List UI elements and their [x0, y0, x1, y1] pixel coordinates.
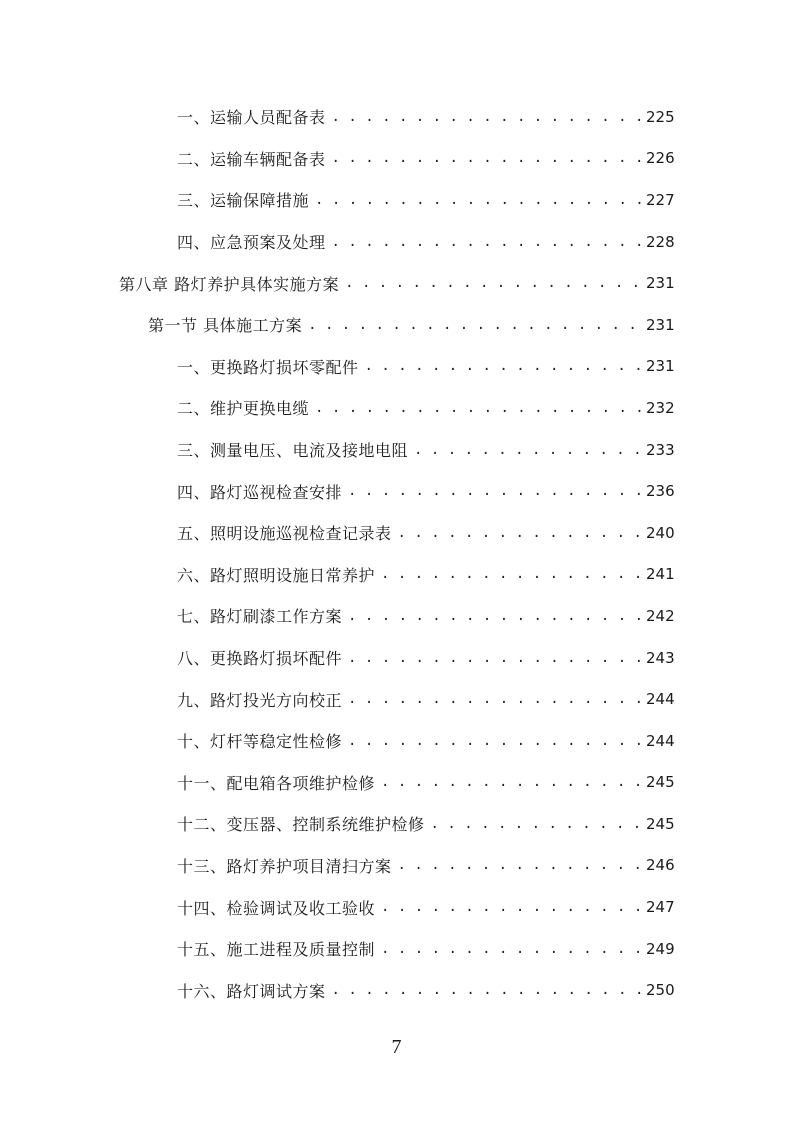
dot-leader: [431, 816, 642, 832]
toc-entry[interactable]: [0, 803, 793, 845]
toc-entry[interactable]: [0, 429, 793, 471]
toc-entry-page: 233: [646, 440, 675, 459]
toc-entry-title: 二、维护更换电缆: [177, 399, 310, 419]
toc-entry[interactable]: [0, 595, 793, 637]
toc-entry[interactable]: [0, 720, 793, 762]
toc-entry[interactable]: [0, 262, 793, 304]
toc-entry-title: 四、应急预案及处理: [177, 233, 326, 253]
toc-entry-page: 227: [646, 190, 675, 209]
dot-leader: [332, 982, 642, 998]
dot-leader: [332, 150, 642, 166]
toc-entry[interactable]: [0, 637, 793, 679]
dot-leader: [308, 317, 642, 333]
toc-entry-page: 232: [646, 398, 675, 417]
toc-entry-page: 231: [646, 357, 675, 376]
dot-leader: [365, 358, 642, 374]
toc-entry-title: 十五、施工进程及质量控制: [177, 940, 376, 960]
toc-entry-page: 244: [646, 731, 675, 750]
dot-leader: [348, 691, 642, 707]
dot-leader: [381, 774, 642, 790]
dot-leader: [348, 483, 642, 499]
toc-entry-page: 244: [646, 690, 675, 709]
toc-entry-page: 236: [646, 482, 675, 501]
toc-entry-page: 246: [646, 856, 675, 875]
toc-entry[interactable]: [0, 470, 793, 512]
toc-entry-page: 245: [646, 814, 675, 833]
toc-entry-page: 240: [646, 523, 675, 542]
toc-entry-title: 九、路灯投光方向校正: [177, 690, 343, 710]
toc-entry-page: 241: [646, 565, 675, 584]
table-of-contents: [0, 96, 793, 1011]
dot-leader: [332, 109, 642, 125]
toc-entry-title: 八、更换路灯损坏配件: [177, 649, 343, 669]
toc-entry-page: 245: [646, 773, 675, 792]
dot-leader: [348, 608, 642, 624]
toc-entry-title: 五、照明设施巡视检查记录表: [177, 524, 392, 544]
toc-entry-page: 231: [646, 274, 675, 293]
toc-entry-title: 一、运输人员配备表: [177, 108, 326, 128]
dot-leader: [381, 566, 642, 582]
toc-entry-title: 十、灯杆等稳定性检修: [177, 732, 343, 752]
dot-leader: [345, 275, 642, 291]
toc-entry-page: 242: [646, 606, 675, 625]
toc-entry[interactable]: [0, 886, 793, 928]
toc-entry[interactable]: [0, 138, 793, 180]
toc-entry-title: 四、路灯巡视检查安排: [177, 482, 343, 502]
toc-entry-title: 十二、变压器、控制系统维护检修: [177, 815, 425, 835]
toc-entry-title: 一、更换路灯损坏零配件: [177, 357, 359, 377]
toc-entry-page: 250: [646, 981, 675, 1000]
toc-entry[interactable]: [0, 928, 793, 970]
dot-leader: [398, 857, 642, 873]
toc-entry-page: 243: [646, 648, 675, 667]
dot-leader: [381, 941, 642, 957]
toc-entry-title: 十六、路灯调试方案: [177, 981, 326, 1001]
toc-entry-title: 十一、配电箱各项维护检修: [177, 773, 376, 793]
toc-entry-title: 三、测量电压、电流及接地电阻: [177, 441, 409, 461]
toc-entry-page: 226: [646, 149, 675, 168]
page-number: 7: [391, 1036, 402, 1058]
toc-entry-page: 247: [646, 898, 675, 917]
toc-entry-title: 十四、检验调试及收工验收: [177, 898, 376, 918]
toc-entry[interactable]: [0, 387, 793, 429]
toc-entry-title: 六、路灯照明设施日常养护: [177, 565, 376, 585]
toc-entry-page: 225: [646, 107, 675, 126]
toc-entry-page: 228: [646, 232, 675, 251]
toc-entry-title: 二、运输车辆配备表: [177, 149, 326, 169]
dot-leader: [332, 234, 642, 250]
toc-entry[interactable]: [0, 179, 793, 221]
toc-entry[interactable]: [0, 762, 793, 804]
toc-entry-title: 第一节 具体施工方案: [148, 316, 303, 336]
toc-entry-page: 231: [646, 315, 675, 334]
dot-leader: [348, 733, 642, 749]
dot-leader: [315, 400, 642, 416]
toc-entry[interactable]: [0, 304, 793, 346]
dot-leader: [414, 442, 642, 458]
dot-leader: [348, 650, 642, 666]
dot-leader: [398, 525, 642, 541]
toc-entry[interactable]: [0, 512, 793, 554]
toc-entry-title: 第八章 路灯养护具体实施方案: [119, 274, 340, 294]
toc-entry[interactable]: [0, 346, 793, 388]
toc-entry[interactable]: [0, 969, 793, 1011]
toc-entry[interactable]: [0, 554, 793, 596]
toc-entry[interactable]: [0, 221, 793, 263]
toc-entry[interactable]: [0, 845, 793, 887]
toc-entry[interactable]: [0, 678, 793, 720]
toc-entry-title: 十三、路灯养护项目清扫方案: [177, 856, 392, 876]
dot-leader: [381, 899, 642, 915]
dot-leader: [315, 192, 642, 208]
toc-entry[interactable]: [0, 96, 793, 138]
toc-entry-page: 249: [646, 939, 675, 958]
toc-entry-title: 七、路灯刷漆工作方案: [177, 607, 343, 627]
toc-entry-title: 三、运输保障措施: [177, 191, 310, 211]
